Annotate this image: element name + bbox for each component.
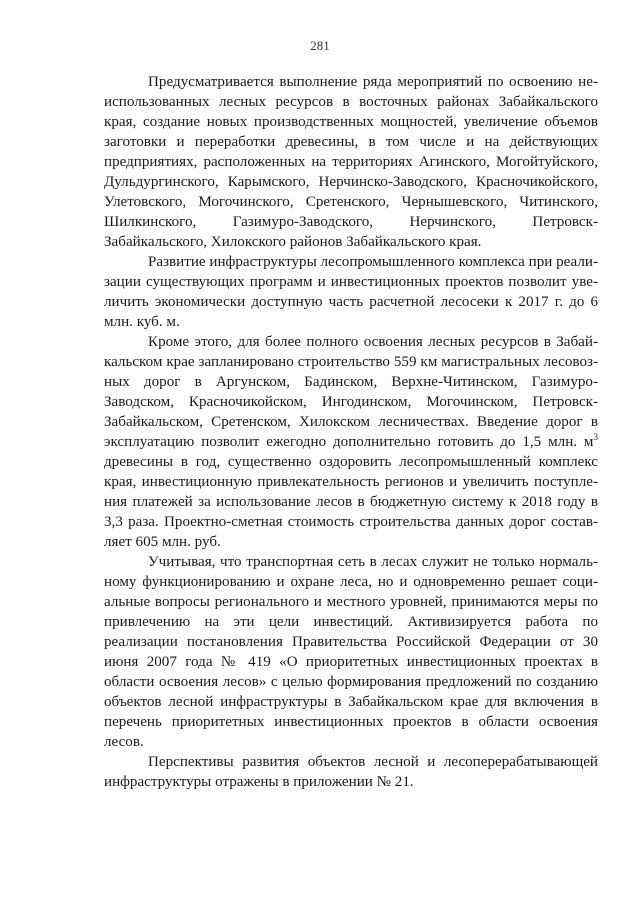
paragraph-perspectives: Перспективы развития объектов лесной и лесоперерабатывающей инфраструктуры отражены в приложении № 21.	[104, 754, 598, 790]
paragraph-infrastructure: Развитие инфраструктуры лесопромышленного комплекса при реализации существующих программ и инвестиционных проектов позволит увеличить экономически доступную часть расчетной лесосеки к 2017 г. до 6 млн. куб. м.	[104, 254, 599, 330]
cubic-superscript: 3	[593, 432, 598, 442]
paragraph-forest-roads	[104, 332, 598, 552]
document-body	[104, 72, 598, 792]
paragraph-development-measures: Предусматривается выполнение ряда мероприятий по освоению неиспользованных лесных ресурсов в восточных районах Забайкальского края, создание новых производственных мощностей, увеличение объемов заготовки и переработки древесины, в том числе и на действующих предприятиях, расположенных на территориях Агинского, Могойтуйского, Дульдургинского, Карымского, Нерчинско-Заводского, Красночикойского, Улетовского, Могочинского, Сретенского, Чернышевского, Читинского, Шилкинского, Газимуро-Заводского, Нерчинского, Петровск-Забайкальского, Хилокского районов Забайкальского края.	[104, 74, 598, 250]
page-number: 281	[310, 38, 330, 53]
paragraph-forest-roads-end: древесины в год, существенно оздоровить лесопромышленный комплекс края, инвестиционную привлекательность регионов и увеличить поступления платежей за использование лесов в бюджетную систему к 2018 году в 3,3 раза. Проектно-сметная стоимость строительства данных дорог составляет 605 млн. руб.	[104, 454, 598, 550]
paragraph-forest-roads-start: Кроме этого, для более полного освоения лесных ресурсов в Забайкальском крае запланировано строительство 559 км магистральных лесовозных дорог в Аргунском, Бадинском, Верхне-Читинском, Газимуро-Заводском, Красночикойском, Ингодинском, Могочинском, Петровск-Забайкальском, Сретенском, Хилокском лесничествах. Введение дорог в эксплуатацию позволит ежегодно дополнительно готовить до 1,5 млн. м	[104, 334, 598, 450]
paragraph-transport-network: Учитывая, что транспортная сеть в лесах служит не только нормальному функционированию и охране леса, но и одновременно решает социальные вопросы регионального и местного уровней, принимаются меры по привлечению на эти цели инвестиций. Активизируется работа по реализации постановления Правительства Российской Федерации от 30 июня 2007 года № 419 «О приоритетных инвестиционных проектах в области освоения лесов» с целью формирования предложений по созданию объектов лесной инфраструктуры в Забайкальском крае для включения в перечень приоритетных инвестиционных проектов в области освоения лесов.	[104, 554, 598, 750]
